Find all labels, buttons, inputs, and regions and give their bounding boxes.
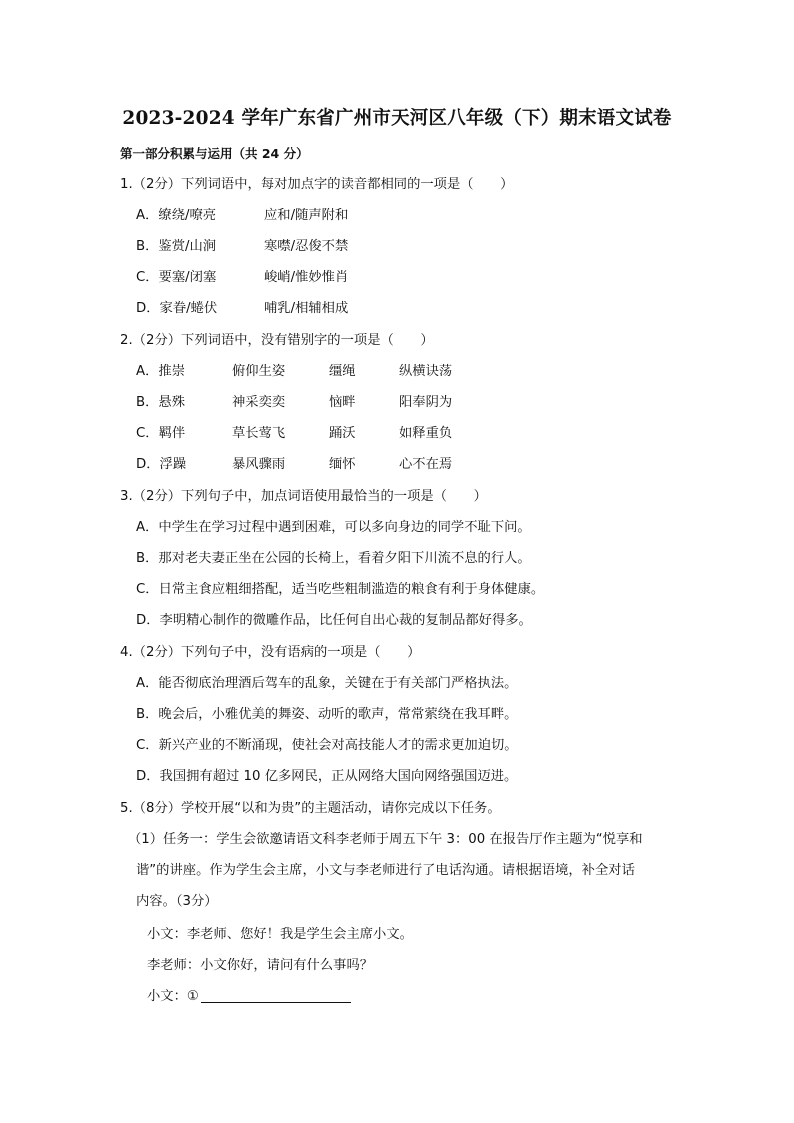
task-text-line: 内容。（3分） [136,894,218,909]
option-text: B．悬殊 [136,395,186,410]
q4-option-c: C．新兴产业的不断涌现，使社会对高技能人才的需求更加迫切。 [136,738,518,753]
option-text: 踊沃 [329,426,356,441]
dialogue-line: 李老师：小文你好，请问有什么事吗？ [147,958,374,973]
option-text: 俯仰生姿 [232,364,286,379]
dialogue-answer-line [147,988,351,1006]
q1-option-a [136,207,349,225]
option-text: D．浮躁 [136,457,187,472]
q2-option-c [136,425,453,443]
option-text: 哺乳/相辅相成 [264,301,349,316]
option-text: C．羁伴 [136,426,186,441]
q1-option-b [136,238,349,256]
q4-option-b: B．晚会后，小雅优美的舞姿、动听的歌声，常常萦绕在我耳畔。 [136,707,518,722]
option-text: D．家眷/蜷伏 [136,301,218,316]
option-text: A．推崇 [136,364,185,379]
option-text: 峻峭/惟妙惟肖 [264,270,349,285]
dialogue-line: 小文：李老师、您好！我是学生会主席小文。 [147,927,413,942]
option-text: C．要塞/闭塞 [136,270,217,285]
q3-option-b: B．那对老夫妻正坐在公园的长椅上，看着夕阳下川流不息的行人。 [136,551,531,566]
question-2-stem: 2.（2分）下列词语中，没有错别字的一项是（ ） [120,333,434,348]
q3-option-a: A．中学生在学习过程中遇到困难，可以多向身边的同学不耻下问。 [136,520,531,535]
option-text: 如释重负 [399,426,453,441]
option-text: 神采奕奕 [232,395,286,410]
option-text: 寒噤/忍俊不禁 [264,239,349,254]
question-3-stem: 3.（2分）下列句子中，加点词语使用最恰当的一项是（ ） [120,489,487,504]
option-text: 阳奉阴为 [399,395,453,410]
option-text: A．缭绕/嘹亮 [136,208,217,223]
option-text: 纵横诀荡 [399,364,453,379]
dialogue-speaker: 小文：① [147,989,199,1004]
question-4-stem: 4.（2分）下列句子中，没有语病的一项是（ ） [120,645,421,660]
question-1-stem: 1.（2分）下列词语中，每对加点字的读音都相同的一项是（ ） [120,177,514,192]
q3-option-d: D．李明精心制作的微雕作品，比任何自出心裁的复制品都好得多。 [136,613,532,628]
q4-option-d: D．我国拥有超过 10 亿多网民，正从网络大国向网络强国迈进。 [136,769,518,784]
q1-option-d [136,300,349,318]
option-text: 缰绳 [329,364,356,379]
option-text: 应和/随声附和 [264,208,349,223]
question-5-stem: 5.（8分）学校开展“以和为贵”的主题活动，请你完成以下任务。 [120,801,501,816]
q3-option-c: C．日常主食应粗细搭配，适当吃些粗制滥造的粮食有利于身体健康。 [136,582,545,597]
section-heading: 第一部分积累与运用（共 24 分） [120,146,309,161]
task-text-line: 谐”的讲座。作为学生会主席，小文与李老师进行了电话沟通。请根据语境，补全对话 [136,863,635,878]
q4-option-a: A．能否彻底治理酒后驾车的乱象，关键在于有关部门严格执法。 [136,676,518,691]
task-text-line: （1）任务一：学生会欲邀请语文科李老师于周五下午 3：00 在报告厅作主题为“悦享和 [128,832,643,847]
q2-option-d [136,456,453,474]
option-text: 草长莺飞 [232,426,286,441]
option-text: 缅怀 [329,457,356,472]
option-text: B．鉴赏/山涧 [136,239,217,254]
option-text: 暴风骤雨 [232,457,286,472]
q2-option-b [136,394,453,412]
answer-blank[interactable] [201,988,351,1003]
q2-option-a [136,363,453,381]
page-title: 2023-2024 学年广东省广州市天河区八年级（下）期末语文试卷 [122,108,672,129]
option-text: 心不在焉 [399,457,453,472]
q1-option-c [136,269,349,287]
option-text: 恼畔 [329,395,356,410]
